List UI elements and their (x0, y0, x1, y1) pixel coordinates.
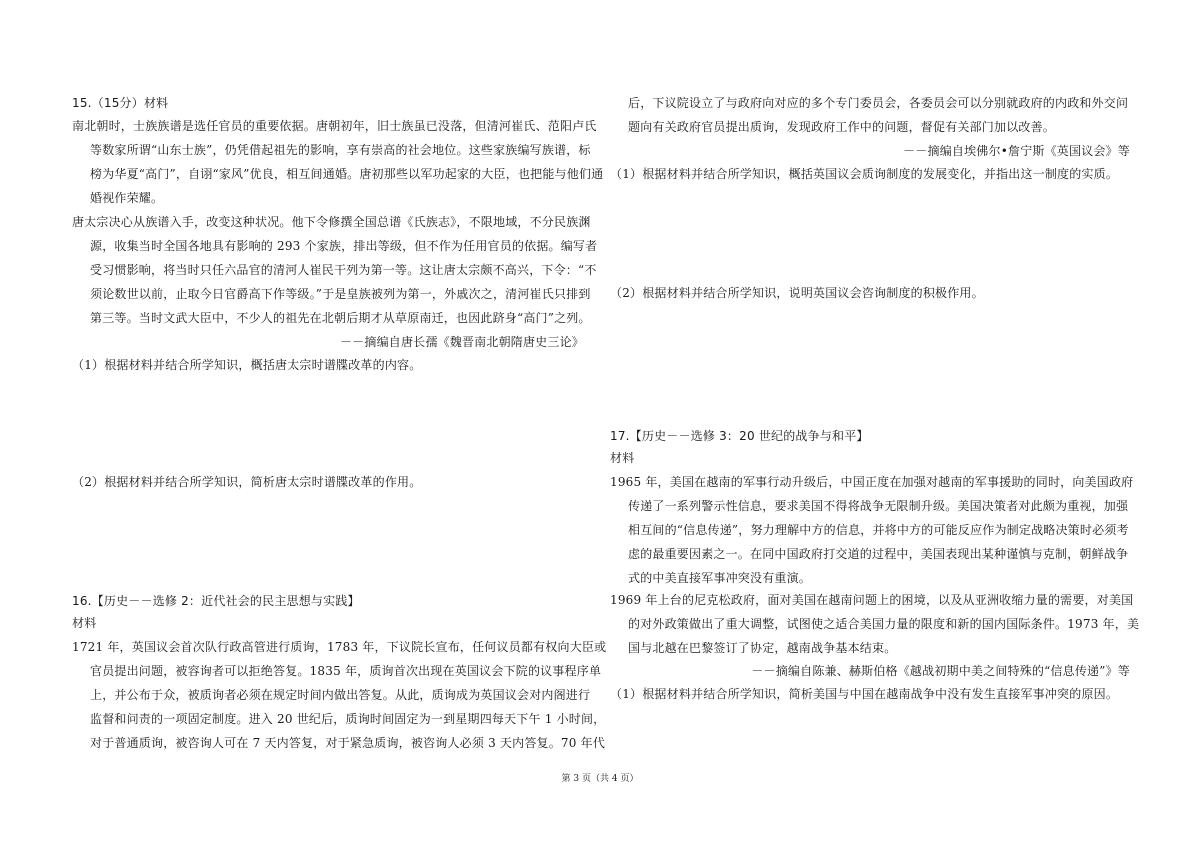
q16-material-label: 材料 (72, 616, 97, 630)
q16-p1-line: 监督和问责的一项固定制度。进入 20 世纪后，质询时间固定为一到星期四每天下午 1 小时间， (90, 712, 606, 726)
q15-p1-line: 榜为华夏“高门”，自诩“家风”优良，相互间通婚。唐初那些以军功起家的大臣，也把能与他们通 (90, 167, 604, 181)
q16-sub1: （1）根据材料并结合所学知识，概括英国议会质询制度的发展变化，并指出这一制度的实质。 (610, 167, 1119, 181)
q15-p2-line: 须论数世以前，止取今日官爵高下作等级。”于是皇族被列为第一，外戚次之，清河崔氏只排到 (90, 287, 591, 301)
q17-material-label: 材料 (610, 451, 635, 465)
q15-title: 15.（15分）材料 (72, 96, 169, 110)
q17-source: －－摘编自陈兼、赫斯伯格《越战初期中美之间特殊的“信息传递”》等 (751, 664, 1130, 678)
q17-title: 17.【历史－－选修 3：20 世纪的战争与和平】 (610, 429, 869, 443)
q17-p1-line: 1965 年，美国在越南的军事行动升级后，中国正度在加强对越南的军事援助的同时，向美国政府 (610, 475, 1134, 489)
q17-p1-line: 传递了一系列警示性信息，要求美国不得将战争无限制升级。美国决策者对此颇为重视，加强 (628, 499, 1129, 513)
page-footer: 第 3 页（共 4 页） (561, 774, 639, 784)
q16-sub2: （2）根据材料并结合所学知识，说明英国议会咨询制度的积极作用。 (610, 286, 984, 300)
q16-cont-line: 题向有关政府官员提出质询，发现政府工作中的问题，督促有关部门加以改善。 (628, 120, 1056, 134)
q16-p1-line: 对于普通质询，被咨询人可在 7 天内答复，对于紧急质询，被咨询人必须 3 天内答复。70 年代 (90, 736, 606, 750)
q15-p2-line: 第三等。当时文武大臣中，不少人的祖先在北朝后期才从草原南迁，也因此跻身“高门”之列。 (90, 311, 591, 325)
q17-p2-line: 的对外政策做出了重大调整，试图使之适合美国力量的限度和新的国内国际条件。1973 年，美 (628, 617, 1140, 631)
q17-p1-line: 式的中美直接军事冲突没有重演。 (628, 571, 812, 585)
q17-p1-line: 相互间的“信息传递”，努力理解中方的信息，并将中方的可能反应作为制定战略决策时必须考 (628, 523, 1129, 537)
q17-sub1: （1）根据材料并结合所学知识，简析美国与中国在越南战争中没有发生直接军事冲突的原因。 (610, 687, 1119, 701)
q15-p1-line: 南北朝时，士族族谱是选任官员的重要依据。唐朝初年，旧士族虽已没落，但清河崔氏、范阳卢氏 (72, 119, 597, 133)
q16-source: －－摘编自埃佛尔•詹宁斯《英国议会》等 (903, 144, 1130, 158)
q15-p2-line: 受习惯影响，将当时只任六品官的清河人崔民干列为第一等。这让唐太宗颇不高兴，下令：“不 (90, 263, 597, 277)
q16-p1-line: 官员提出问题，被容询者可以拒绝答复。1835 年，质询首次出现在英国议会下院的议事程序单 (90, 664, 602, 678)
q17-p2-line: 1969 年上台的尼克松政府，面对美国在越南问题上的困境，以及从亚洲收缩力量的需要，对美国 (610, 593, 1134, 607)
q15-sub2: （2）根据材料并结合所学知识，简析唐太宗时谱牒改革的作用。 (72, 475, 422, 489)
q16-p1-line: 1721 年，英国议会首次队行政高管进行质询，1783 年，下议院长宣布，任何议员都有权向大臣或 (72, 640, 607, 654)
q15-p2-line: 源，收集当时全国各地具有影响的 293 个家族，排出等级，但不作为任用官员的依据。编写者 (90, 239, 598, 253)
q15-p1-line: 婚视作荣耀。 (90, 191, 164, 205)
q17-p1-line: 虑的最重要因素之一。在同中国政府打交道的过程中，美国表现出某种谨慎与克制，朝鲜战争 (628, 547, 1129, 561)
q16-p1-line: 上，并公布于众，被质询者必须在规定时间内做出答复。从此，质询成为英国议会对内阁进行 (90, 688, 591, 702)
q15-source: －－摘编自唐长孺《魏晋南北朝隋唐史三论》 (339, 335, 584, 349)
q16-cont-line: 后，下议院设立了与政府向对应的多个专门委员会，各委员会可以分别就政府的内政和外交问 (628, 96, 1129, 110)
q17-p2-line: 国与北越在巴黎签订了协定，越南战争基本结束。 (628, 641, 897, 655)
q16-title: 16.【历史－－选修 2：近代社会的民主思想与实践】 (72, 594, 360, 608)
q15-p1-line: 等数家所谓“山东士族”，仍凭借起祖先的影响，享有崇高的社会地位。这些家族编写族谱，标 (90, 143, 591, 157)
q15-sub1: （1）根据材料并结合所学知识，概括唐太宗时谱牒改革的内容。 (72, 358, 422, 372)
q15-p2-line: 唐太宗决心从族谱入手，改变这种状况。他下令修撰全国总谱《氏族志》，不限地域，不分民族渊 (72, 215, 591, 229)
